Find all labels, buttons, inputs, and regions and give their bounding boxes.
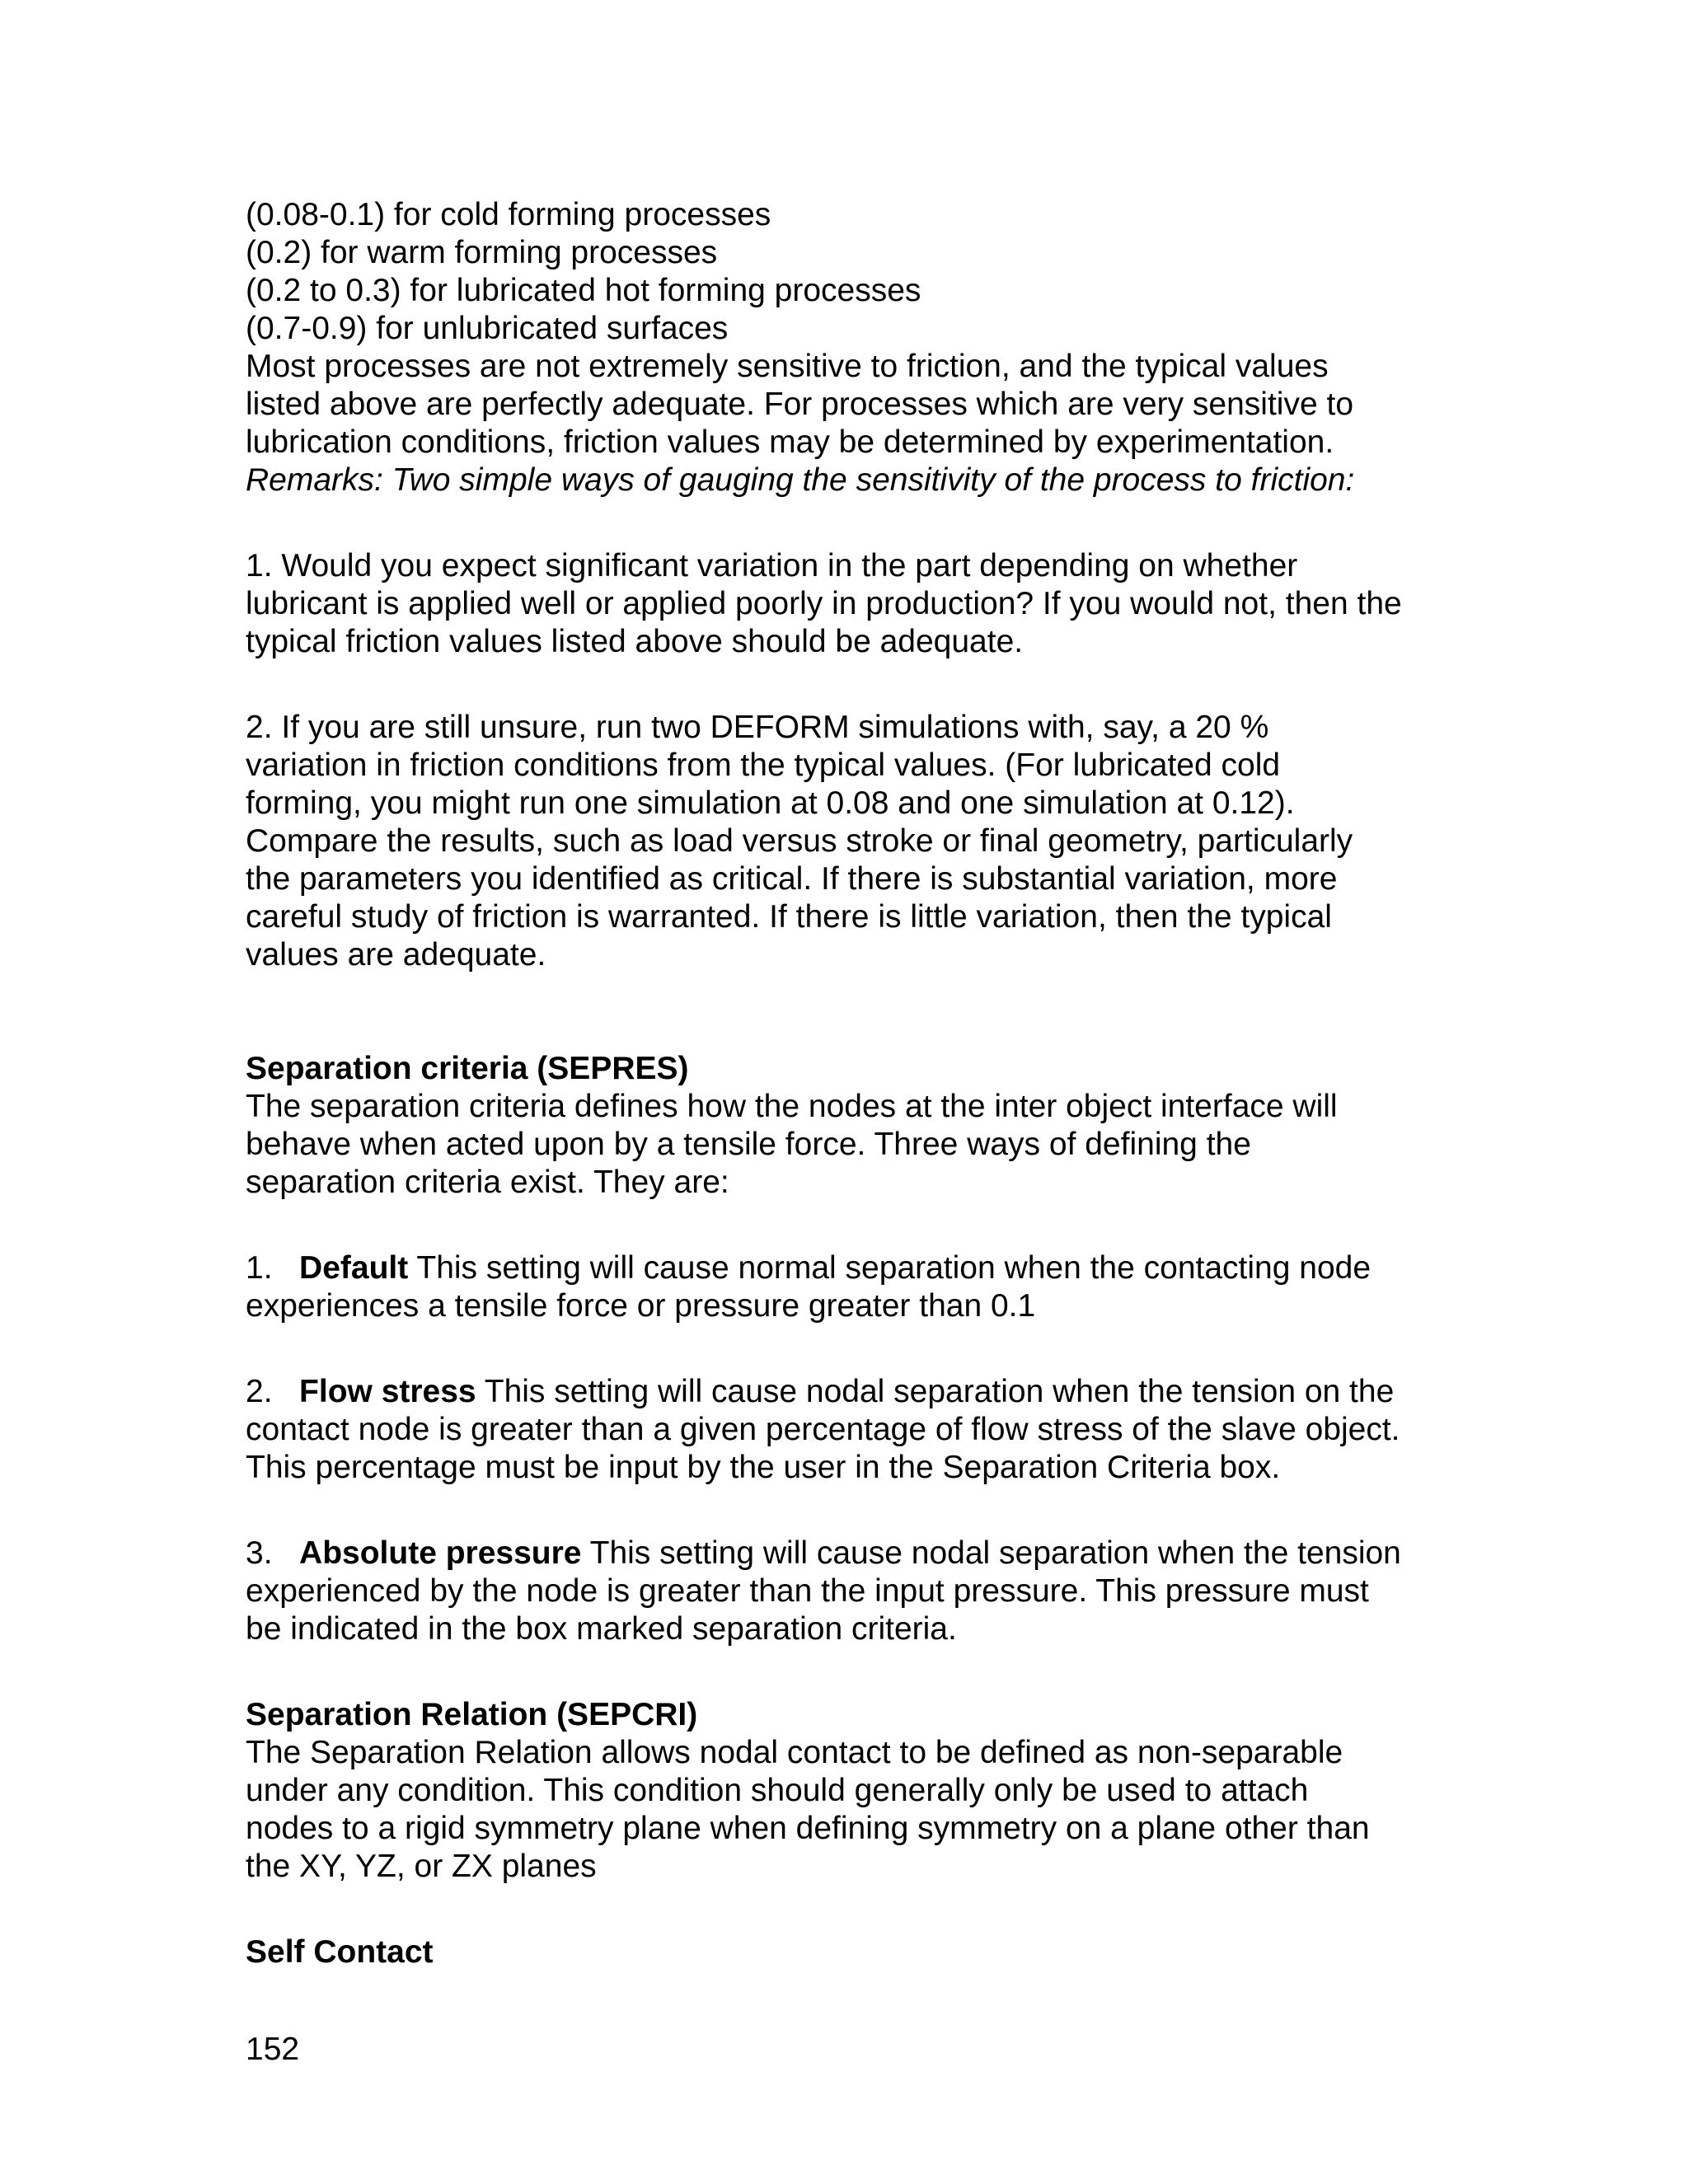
friction-values-list [246,196,1449,348]
criteria-item-default [246,1249,1449,1325]
item-number: 2. [246,1374,273,1409]
paragraph-line: This percentage must be input by the user in the Separation Criteria box. [246,1450,1281,1485]
friction-value-line: (0.08-0.1) for cold forming processes [246,197,771,232]
item-text: This setting will cause nodal separation when the tension on the [476,1374,1395,1409]
paragraph-line: experienced by the node is greater than the input pressure. This pressure must [246,1573,1369,1609]
paragraph-line: Most processes are not extremely sensitive to friction, and the typical values [246,349,1329,384]
item-number: 1. [246,1250,273,1286]
paragraph-line: listed above are perfectly adequate. For processes which are very sensitive to [246,387,1354,422]
paragraph-line: lubricant is applied well or applied poorly in production? If you would not, then the [246,586,1402,621]
remarks-line: Remarks: Two simple ways of gauging the sensitivity of the process to friction: [246,462,1355,498]
paragraph-line: contact node is greater than a given percentage of flow stress of the slave object. [246,1412,1400,1447]
friction-value-line: (0.2 to 0.3) for lubricated hot forming processes [246,273,921,308]
section-heading: Separation criteria (SEPRES) [246,1051,689,1086]
paragraph-line: careful study of friction is warranted. If there is little variation, then the typical [246,899,1332,935]
friction-intro-paragraph [246,348,1449,462]
item-term: Default [299,1250,409,1286]
friction-value-line: (0.2) for warm forming processes [246,235,718,270]
item-term: Absolute pressure [299,1535,582,1571]
paragraph-line: values are adequate. [246,937,546,972]
paragraph-line: typical friction values listed above should be adequate. [246,624,1024,659]
self-contact-heading: Self Contact [246,1934,434,1970]
separation-criteria-section [246,1050,1449,1648]
paragraph-line: the XY, YZ, or ZX planes [246,1849,597,1884]
paragraph-line: variation in friction conditions from the typical values. (For lubricated cold [246,748,1281,783]
paragraph-line: The Separation Relation allows nodal contact to be defined as non-separable [246,1735,1343,1770]
paragraph-line: lubrication conditions, friction values may be determined by experimentation. [246,424,1334,460]
paragraph-line: behave when acted upon by a tensile force. Three ways of defining the [246,1127,1251,1162]
page-number: 152 [246,2032,300,2067]
paragraph-line: experiences a tensile force or pressure greater than 0.1 [246,1288,1036,1324]
section-heading: Separation Relation (SEPCRI) [246,1697,698,1732]
paragraph-line: nodes to a rigid symmetry plane when defining symmetry on a plane other than [246,1811,1370,1846]
remark-item-1 [246,547,1449,661]
separation-relation-section [246,1696,1449,1886]
paragraph-line: 2. If you are still unsure, run two DEFORM simulations with, say, a 20 % [246,710,1269,745]
friction-value-line: (0.7-0.9) for unlubricated surfaces [246,311,729,346]
paragraph-line: Compare the results, such as load versus stroke or final geometry, particularly [246,823,1353,859]
paragraph-line: under any condition. This condition should generally only be used to attach [246,1773,1309,1808]
paragraph-line: be indicated in the box marked separation criteria. [246,1611,957,1647]
paragraph-line: forming, you might run one simulation at 0.08 and one simulation at 0.12). [246,785,1295,821]
criteria-item-flow-stress [246,1373,1449,1487]
page-body [246,196,1449,1971]
criteria-item-absolute-pressure [246,1535,1449,1648]
item-term: Flow stress [299,1374,476,1409]
remark-item-2 [246,709,1449,974]
item-text: This setting will cause normal separation when the contacting node [408,1250,1372,1286]
item-number: 3. [246,1535,273,1571]
paragraph-line: 1. Would you expect significant variation in the part depending on whether [246,548,1298,583]
paragraph-line: the parameters you identified as critical. If there is substantial variation, more [246,861,1338,897]
item-text: This setting will cause nodal separation when the tension [581,1535,1401,1571]
paragraph-line: separation criteria exist. They are: [246,1165,729,1200]
paragraph-line: The separation criteria defines how the nodes at the inter object interface will [246,1089,1338,1124]
